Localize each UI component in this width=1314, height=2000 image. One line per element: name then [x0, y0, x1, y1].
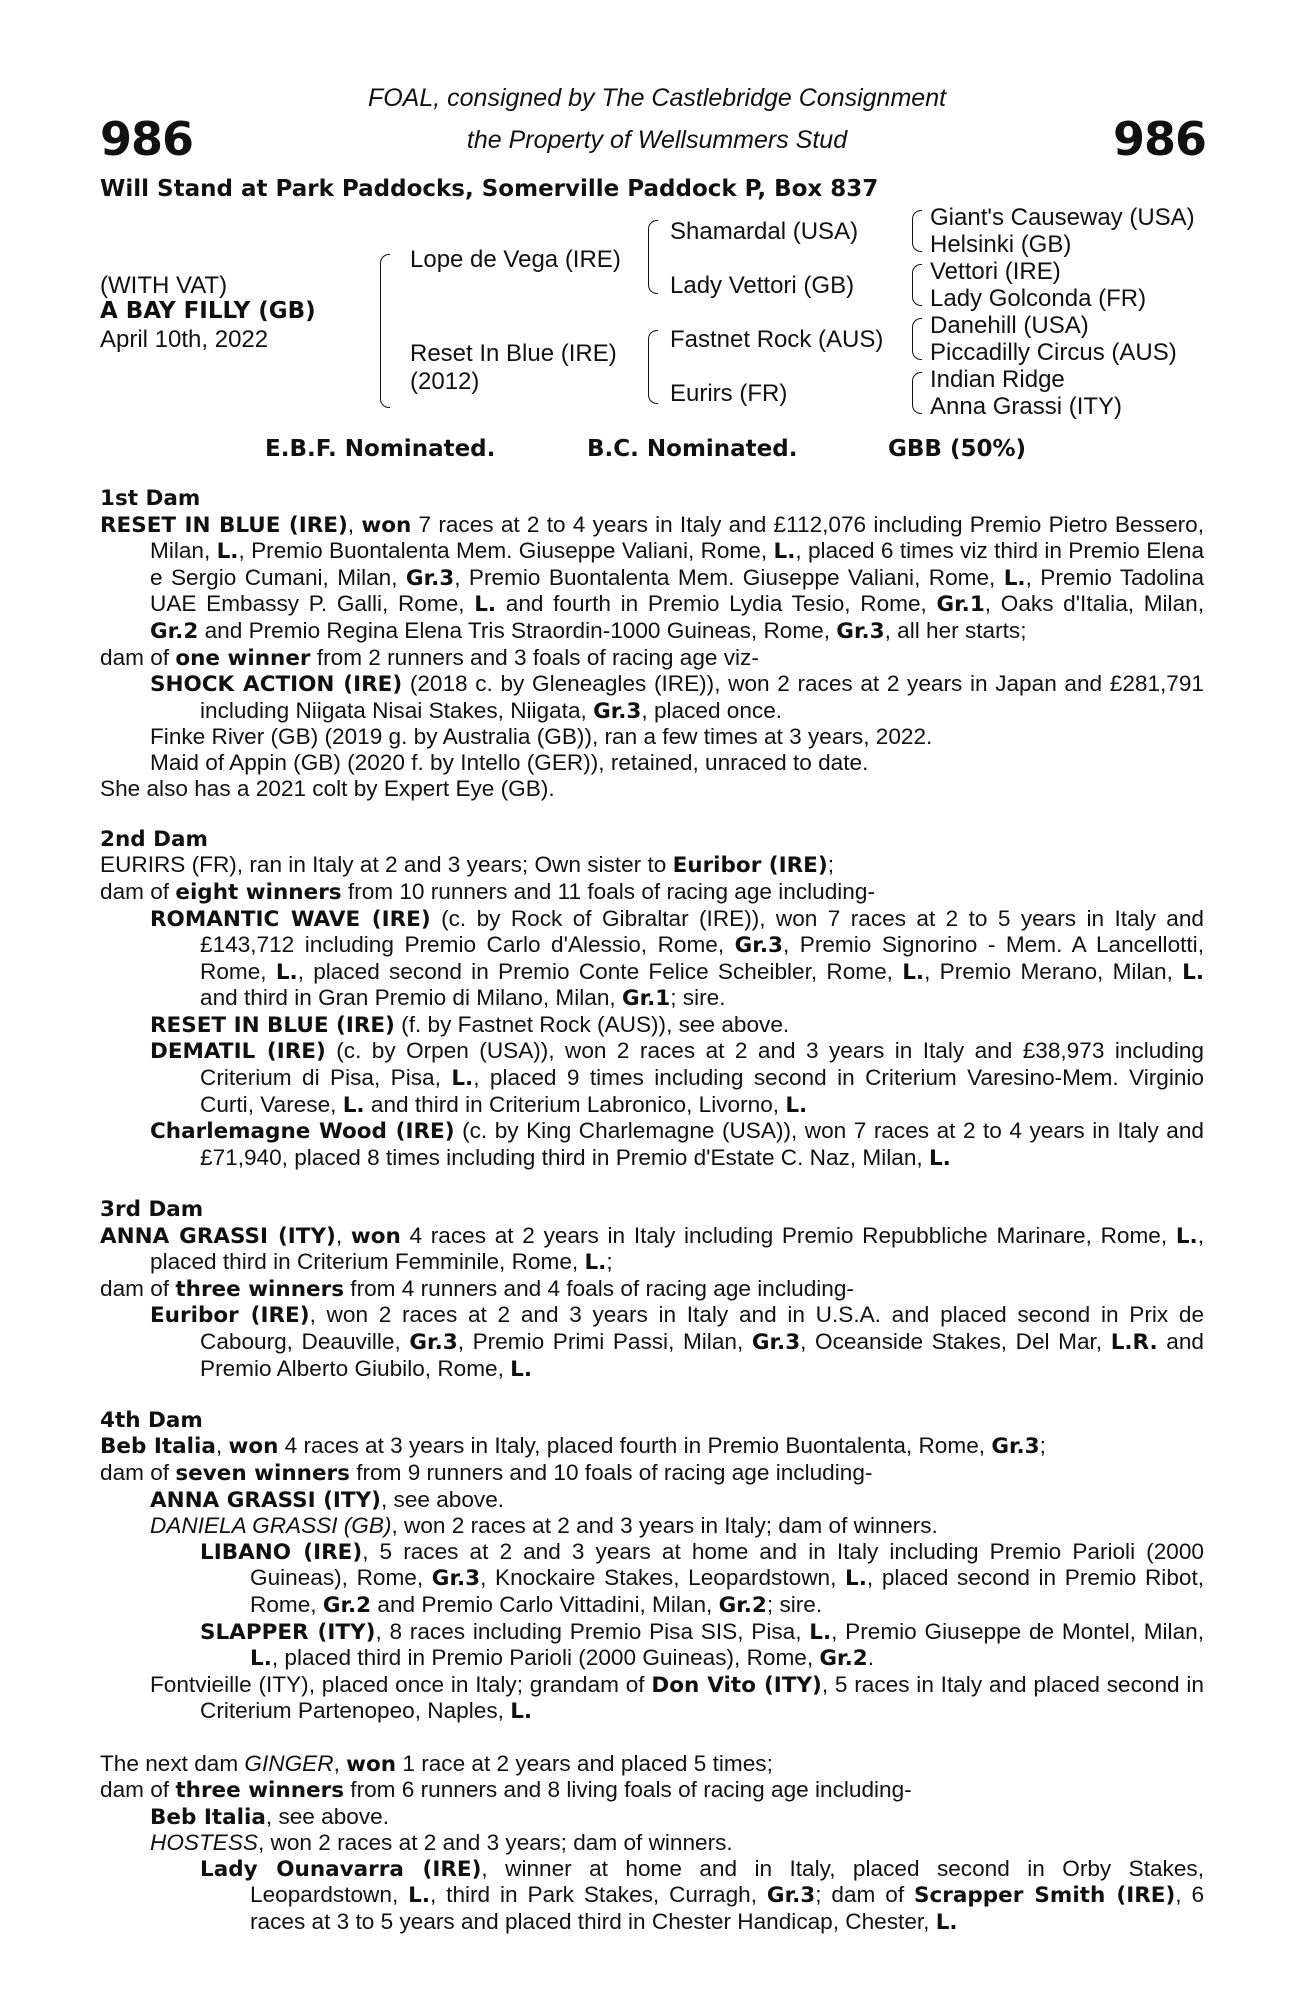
sire-sire: Shamardal (USA)	[670, 218, 859, 245]
produce-entry: Beb Italia, see above.	[150, 1803, 389, 1830]
foaling-date: April 10th, 2022	[100, 326, 269, 353]
produce-record	[100, 486, 1204, 1936]
produce-entry: LIBANO (IRE), 5 races at 2 and 3 years at home and in Italy including Premio Parioli (2000 Guineas), Rome, Gr.3, Knockaire Stakes, Leopardstown, L., placed second in Premio Ribot, Rome, Gr.2 and Premio Carlo Vittadini, Milan, Gr.2; sire.	[200, 1538, 1205, 1618]
section-heading: 4th Dam	[100, 1407, 203, 1433]
section-heading: 1st Dam	[100, 486, 201, 511]
section-heading: 2nd Dam	[100, 826, 208, 852]
dam: Reset In Blue (IRE)	[410, 340, 617, 367]
dam-produce-summary: dam of seven winners from 9 runners and 10 foals of racing age including-	[100, 1459, 873, 1486]
brace-gg2	[912, 264, 922, 306]
produce-entry: HOSTESS, won 2 races at 2 and 3 years; dam of winners.	[150, 1830, 733, 1856]
gg-ancestor: Lady Golconda (FR)	[930, 285, 1147, 312]
gg-ancestor: Giant's Causeway (USA)	[930, 204, 1195, 231]
brace-dam-parents	[648, 330, 658, 404]
dam-record: RESET IN BLUE (IRE), won 7 races at 2 to 4 years in Italy and £112,076 including Premio Pietro Bessero, Milan, L., Premio Buontalenta Mem. Giuseppe Valiani, Rome, L., placed 6 times viz third in Premio Elena e Sergio Cumani, Milan, Gr.3, Premio Buontalenta Mem. Giuseppe Valiani, Rome, L., Premio Tadolina UAE Embassy P. Galli, Rome, L. and fourth in Premio Lydia Tesio, Rome, Gr.1, Oaks d'Italia, Milan, Gr.2 and Premio Regina Elena Tris Straordin-1000 Guineas, Rome, Gr.3, all her starts;	[100, 511, 1205, 644]
produce-entry: SHOCK ACTION (IRE) (2018 c. by Gleneagles (IRE)), won 2 races at 2 years in Japan and £281,791 including Niigata Nisai Stakes, Niigata, Gr.3, placed once.	[150, 671, 1204, 724]
dam-record: ANNA GRASSI (ITY), won 4 races at 2 years in Italy including Premio Repubbliche Marinare, Rome, L., placed third in Criterium Femminile, Rome, L.;	[100, 1222, 1205, 1276]
produce-entry: Euribor (IRE), won 2 races at 2 and 3 years in Italy and in U.S.A. and placed second in Prix de Cabourg, Deauville, Gr.3, Premio Primi Passi, Milan, Gr.3, Oceanside Stakes, Del Mar, L.R. and Premio Alberto Giubilo, Rome, L.	[150, 1302, 1205, 1382]
produce-entry: ANNA GRASSI (ITY), see above.	[150, 1486, 505, 1513]
gg-ancestor: Helsinki (GB)	[930, 231, 1072, 258]
gg-ancestor: Piccadilly Circus (AUS)	[930, 339, 1177, 366]
dam-produce-summary: dam of three winners from 4 runners and 4 foals of racing age including-	[100, 1275, 854, 1302]
dam-record: EURIRS (FR), ran in Italy at 2 and 3 years; Own sister to Euribor (IRE);	[100, 852, 834, 879]
bc-nomination: B.C. Nominated.	[587, 436, 798, 462]
produce-entry: RESET IN BLUE (IRE) (f. by Fastnet Rock (AUS)), see above.	[150, 1011, 790, 1038]
vat-note: (WITH VAT)	[100, 272, 228, 299]
gg-ancestor: Indian Ridge	[930, 366, 1065, 393]
section-heading: 3rd Dam	[100, 1197, 204, 1223]
lot-number-left: 986	[100, 112, 194, 166]
brace-parents	[380, 254, 390, 408]
produce-entry: Fontvieille (ITY), placed once in Italy; grandam of Don Vito (ITY), 5 races in Italy and placed second in Criterium Partenopeo, Naples, L.	[150, 1671, 1204, 1725]
stand-line: Will Stand at Park Paddocks, Somerville Paddock P, Box 837	[100, 176, 879, 202]
produce-entry: She also has a 2021 colt by Expert Eye (GB).	[100, 775, 555, 801]
produce-entry: SLAPPER (ITY), 8 races including Premio Pisa SIS, Pisa, L., Premio Giuseppe de Montel, Milan, L., placed third in Premio Parioli (2000 Guineas), Rome, Gr.2.	[200, 1618, 1204, 1672]
sire: Lope de Vega (IRE)	[410, 246, 621, 273]
gg-ancestor: Vettori (IRE)	[930, 258, 1061, 285]
dam-produce-summary: dam of eight winners from 10 runners and 11 foals of racing age including-	[100, 878, 875, 905]
sire-dam: Lady Vettori (GB)	[670, 272, 855, 299]
dam-record: Beb Italia, won 4 races at 3 years in Italy, placed fourth in Premio Buontalenta, Rome, Gr.3;	[100, 1433, 1046, 1460]
produce-entry: Charlemagne Wood (IRE) (c. by King Charlemagne (USA)), won 7 races at 2 to 4 years in Italy and £71,940, placed 8 times including third in Premio d'Estate C. Naz, Milan, L.	[150, 1118, 1204, 1171]
dam-sire: Fastnet Rock (AUS)	[670, 326, 884, 353]
gbb-status: GBB (50%)	[888, 436, 1027, 462]
brace-gg3	[912, 318, 922, 360]
ebf-nomination: E.B.F. Nominated.	[265, 436, 496, 462]
gg-ancestor: Anna Grassi (ITY)	[930, 393, 1123, 420]
produce-entry: DEMATIL (IRE) (c. by Orpen (USA)), won 2 races at 2 and 3 years in Italy and £38,973 including Criterium di Pisa, Pisa, L., placed 9 times including second in Criterium Varesino-Mem. Virginio Curti, Varese, L. and third in Criterium Labronico, Livorno, L.	[150, 1038, 1204, 1118]
produce-entry: Maid of Appin (GB) (2020 f. by Intello (GER)), retained, unraced to date.	[150, 749, 869, 775]
brace-gg1	[912, 210, 922, 252]
dam-produce-summary: dam of three winners from 6 runners and 8 living foals of racing age including-	[100, 1777, 912, 1804]
produce-entry: DANIELA GRASSI (GB), won 2 races at 2 and 3 years in Italy; dam of winners.	[150, 1513, 938, 1539]
dam-year: (2012)	[410, 368, 480, 395]
produce-entry: Finke River (GB) (2019 g. by Australia (GB)), ran a few times at 3 years, 2022.	[150, 724, 933, 750]
property-line: the Property of Wellsummers Stud	[466, 126, 848, 154]
dam-dam: Eurirs (FR)	[670, 380, 788, 407]
brace-gg4	[912, 372, 922, 414]
brace-sire-parents	[648, 220, 658, 294]
horse-name: A BAY FILLY (GB)	[100, 298, 316, 324]
consignor-line: FOAL, consigned by The Castlebridge Consignment	[367, 84, 947, 112]
produce-entry: Lady Ounavarra (IRE), winner at home and in Italy, placed second in Orby Stakes, Leopardstown, L., third in Park Stakes, Curragh, Gr.3; dam of Scrapper Smith (IRE), 6 races at 3 to 5 years and placed third in Chester Handicap, Chester, L.	[200, 1855, 1205, 1936]
produce-entry: ROMANTIC WAVE (IRE) (c. by Rock of Gibraltar (IRE)), won 7 races at 2 to 5 years in Italy and £143,712 including Premio Carlo d'Alessio, Rome, Gr.3, Premio Signorino - Mem. A Lancellotti, Rome, L., placed second in Premio Conte Felice Scheibler, Rome, L., Premio Merano, Milan, L. and third in Gran Premio di Milano, Milan, Gr.1; sire.	[150, 905, 1205, 1012]
lot-number-right: 986	[1112, 112, 1206, 166]
gg-ancestor: Danehill (USA)	[930, 312, 1089, 339]
dam-produce-summary: dam of one winner from 2 runners and 3 foals of racing age viz-	[100, 644, 759, 671]
dam-record: The next dam GINGER, won 1 race at 2 years and placed 5 times;	[100, 1750, 773, 1777]
